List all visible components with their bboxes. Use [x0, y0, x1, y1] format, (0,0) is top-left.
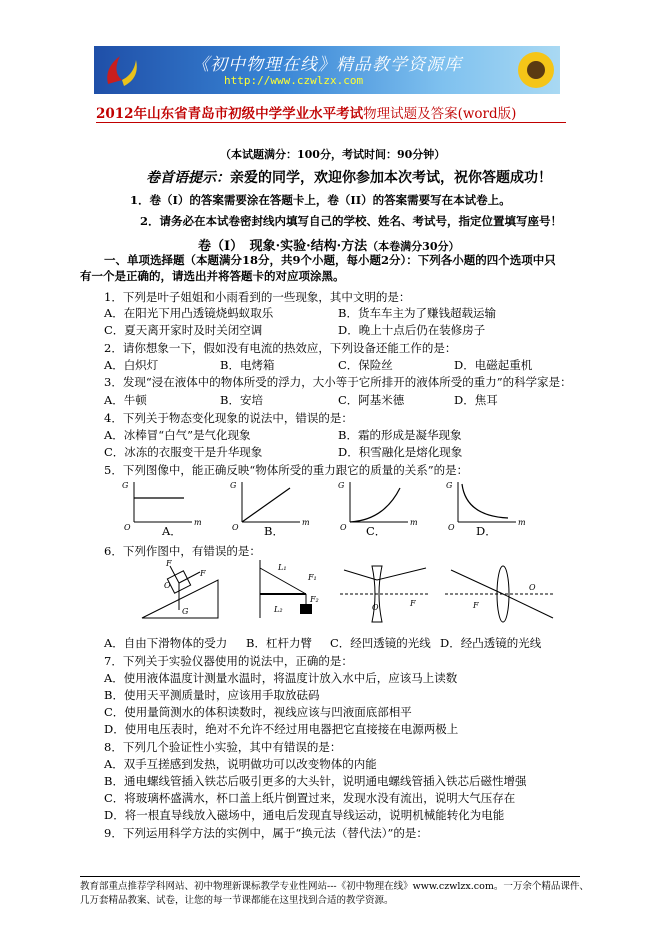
q6-stem: 6．下列作图中，有错误的是：: [104, 544, 261, 558]
score-line: （本试题满分：100分，考试时间：90分钟）: [220, 148, 446, 161]
q4-option-a: A．冰棒冒“白气”是气化现象: [104, 428, 251, 442]
lever-l2-label: L₂: [274, 605, 283, 614]
convex-f-label: F: [473, 601, 479, 610]
graph-d-ylabel: G: [446, 481, 453, 490]
q8-option-b: B．通电螺线管插入铁芯后吸引更多的大头针，说明通电螺线管插入铁芯后磁性增强: [104, 774, 527, 788]
sunflower-icon: [514, 48, 558, 92]
title-main: 2012年山东省青岛市初级中学学业水平考试: [96, 106, 364, 122]
logo-icon: [100, 50, 140, 90]
q8-option-d: D．将一根直导线放入磁场中，通电后发现直导线运动，说明机械能转化为电能: [104, 808, 505, 822]
q2-option-b: B．电烤箱: [220, 358, 275, 372]
q6-figures: [140, 558, 560, 630]
header-banner: [94, 46, 560, 94]
q4-option-c: C．冰冻的衣服变干是升华现象: [104, 445, 263, 459]
graph-d-origin: O: [448, 523, 455, 532]
q6-option-c: C．经凹透镜的光线: [330, 636, 431, 650]
banner-title: 《初中物理在线》精品教学资源库: [192, 55, 462, 75]
incline-o-label: O: [164, 581, 171, 590]
q6-option-a: A．自由下滑物体的受力: [104, 636, 228, 650]
q4-stem: 4．下列关于物态变化现象的说法中，错误的是：: [104, 411, 353, 425]
q7-option-c: C．使用量筒测水的体积读数时，视线应该与凹液面底部相平: [104, 705, 412, 719]
q7-option-d: D．使用电压表时，绝对不允许不经过用电器把它直接接在电源两极上: [104, 722, 459, 736]
q4-option-d: D．积雪融化是熔化现象: [338, 445, 463, 459]
part1-line1: 一、单项选择题（本题满分18分，共9个小题，每小题2分）：下列各小题的四个选项中只: [104, 253, 556, 267]
tip-label: 卷首语提示：: [146, 170, 230, 186]
tip-text: 亲爱的同学，欢迎你参加本次考试，祝你答题成功！: [230, 170, 552, 186]
q5-stem: 5．下列图像中，能正确反映“物体所受的重力跟它的质量的关系”的是：: [104, 463, 469, 477]
document-title: [96, 102, 516, 122]
graph-a-xlabel: m: [194, 518, 202, 527]
q8-option-c: C．将玻璃杯盛满水，杯口盖上纸片倒置过来，发现水没有流出，说明大气压存在: [104, 791, 516, 805]
q1-option-a: A．在阳光下用凸透镜烧蚂蚁取乐: [104, 306, 274, 320]
q3-option-b: B．安培: [220, 393, 263, 407]
graph-a-ylabel: G: [122, 481, 129, 490]
tip: [146, 167, 552, 187]
q1-option-d: D．晚上十点后仍在装修房子: [338, 323, 486, 337]
graph-a-origin: O: [124, 523, 131, 532]
banner-url[interactable]: http://www.czwlzx.com: [224, 74, 364, 87]
q7-stem: 7．下列关于实验仪器使用的说法中，正确的是：: [104, 654, 353, 668]
graph-d-xlabel: m: [518, 518, 526, 527]
title-underline: [96, 122, 566, 123]
title-rest: 物理试题及答案(word版): [363, 106, 517, 122]
footer-divider: [80, 876, 580, 877]
lever-l1-label: L₁: [278, 563, 287, 572]
graph-c-origin: O: [340, 523, 347, 532]
q5-option-d: D．: [476, 524, 497, 538]
graph-b-ylabel: G: [230, 481, 237, 490]
q4-option-b: B．霜的形成是凝华现象: [338, 428, 462, 442]
graph-c-xlabel: m: [410, 518, 418, 527]
figure-incline: [142, 559, 218, 618]
q2-option-c: C．保险丝: [338, 358, 393, 372]
section-note: （本卷满分30分）: [367, 240, 460, 253]
q8-option-a: A．双手互搓感到发热，说明做功可以改变物体的内能: [104, 757, 377, 771]
part1-line2: 有一个是正确的，请选出并将答题卡的对应项涂黑。: [80, 269, 345, 283]
figure-concave-lens: [340, 566, 430, 622]
q3-option-a: A．牛顿: [104, 393, 147, 407]
q5-option-a: A．: [162, 524, 182, 538]
instruction-2: 2．请务必在本试卷密封线内填写自己的学校、姓名、考试号，指定位置填写座号！: [140, 214, 562, 228]
q7-option-b: B．使用天平测质量时，应该用手取放砝码: [104, 688, 320, 702]
figure-convex-lens: [445, 566, 555, 622]
section-title: 卷（I） 现象·实验·结构·方法: [198, 239, 368, 254]
q3-option-d: D．焦耳: [454, 393, 498, 407]
q2-option-a: A．白炽灯: [104, 358, 159, 372]
q1-option-c: C．夏天离开家时及时关闭空调: [104, 323, 263, 337]
q3-option-c: C．阿基米德: [338, 393, 405, 407]
q9-stem: 9．下列运用科学方法的实例中，属于“换元法（替代法）”的是：: [104, 826, 428, 840]
q5-option-c: C．: [366, 524, 387, 538]
q8-stem: 8．下列几个验证性小实验，其中有错误的是：: [104, 740, 342, 754]
q2-stem: 2．请你想象一下，假如没有电流的热效应，下列设备还能工作的是：: [104, 341, 457, 355]
concave-o-label: O: [372, 603, 379, 612]
q1-option-b: B．货车车主为了赚钱超载运输: [338, 306, 496, 320]
graph-b-xlabel: m: [302, 518, 310, 527]
lever-f2-label: F₂: [310, 595, 319, 604]
q7-option-a: A．使用液体温度计测量水温时，将温度计放入水中后，应该马上读数: [104, 671, 458, 685]
graph-b-origin: O: [232, 523, 239, 532]
footer-text: 教育部重点推荐学科网站、初中物理新课标教学专业性网站---《初中物理在线》www.czwlzx.com。一万余个精品课件、几万套精品教案、试卷，让您的每一节课都能在这里找到合适的教学资源。: [80, 881, 589, 906]
incline-f-label: F: [166, 559, 172, 568]
q5-option-b: B．: [264, 524, 284, 538]
q6-option-d: D．经凸透镜的光线: [440, 636, 542, 650]
concave-f-label: F: [410, 599, 416, 608]
q3-stem: 3．发现“浸在液体中的物体所受的浮力，大小等于它所排开的液体所受的重力”的科学家是：: [104, 375, 572, 389]
graph-c-ylabel: G: [338, 481, 345, 490]
q6-option-b: B．杠杆力臂: [246, 636, 312, 650]
lever-f1-label: F₁: [308, 573, 317, 582]
figure-lever: [260, 560, 319, 618]
instruction-1: 1．卷（I）的答案需要涂在答题卡上，卷（II）的答案需要写在本试卷上。: [130, 193, 511, 207]
convex-o-label: O: [529, 583, 536, 592]
section-heading: [198, 235, 459, 254]
incline-g-label: G: [182, 607, 189, 616]
incline-f2-label: F: [200, 569, 206, 578]
q2-option-d: D．电磁起重机: [454, 358, 533, 372]
q1-stem: 1．下列是叶子姐姐和小雨看到的一些现象，其中文明的是：: [104, 290, 411, 304]
